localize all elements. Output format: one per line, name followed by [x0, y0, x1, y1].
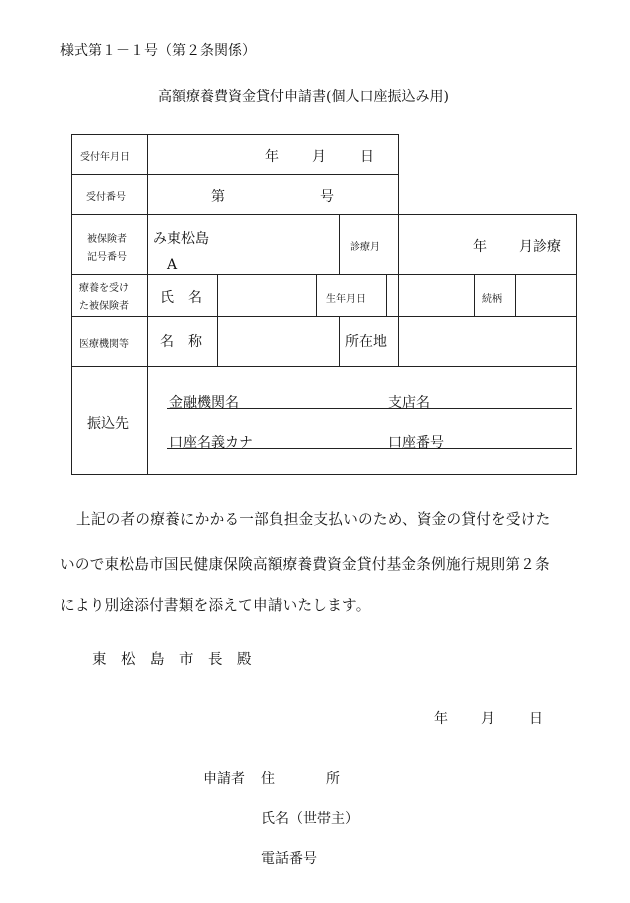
document-title: 高額療養費資金貸付申請書(個人口座振込み用)	[158, 89, 449, 105]
received-date-day: 日	[360, 149, 374, 165]
account-kana-label: 口座名義カナ	[169, 435, 253, 451]
receipt-number-label: 受付番号	[86, 192, 126, 203]
patient-label-2: た被保険者	[79, 301, 129, 312]
address-label-1: 住	[261, 771, 275, 787]
phone-number-label: 電話番号	[261, 851, 317, 867]
address-label-2: 所	[326, 771, 340, 787]
receipt-number-suffix: 号	[320, 189, 334, 205]
received-date-month: 月	[312, 149, 326, 165]
branch-label: 支店名	[388, 395, 430, 411]
treatment-month-year: 年	[473, 239, 487, 255]
insured-symbol-label-2: 記号番号	[87, 252, 127, 263]
location-label: 所在地	[345, 334, 387, 350]
applicant-name-label: 氏名（世帯主）	[261, 811, 359, 827]
treatment-month-suffix: 月診療	[519, 239, 561, 255]
patient-name-label: 氏 名	[160, 290, 202, 306]
received-date-label: 受付年月日	[80, 152, 130, 163]
body-line-1: 上記の者の療養にかかる一部負担金支払いのため、資金の貸付を受けた	[76, 511, 551, 528]
institution-name-label: 名 称	[160, 334, 202, 350]
transfer-label: 振込先	[87, 416, 129, 432]
body-line-3: により別途添付書類を添えて申請いたします。	[60, 597, 371, 614]
application-date-day: 日	[529, 711, 543, 727]
addressee: 東 松 島 市 長 殿	[92, 652, 252, 668]
application-date-year: 年	[434, 711, 448, 727]
medical-institution-label: 医療機関等	[79, 339, 129, 350]
applicant-label: 申請者	[203, 771, 245, 787]
treatment-month-label: 診療月	[350, 242, 380, 253]
relationship-label: 続柄	[482, 294, 502, 305]
received-date-year: 年	[265, 149, 279, 165]
body-line-2: いので東松島市国民健康保険高額療養費資金貸付基金条例施行規則第２条	[60, 556, 550, 573]
bank-name-label: 金融機関名	[169, 395, 239, 411]
patient-label-1: 療養を受け	[79, 283, 129, 294]
account-number-label: 口座番号	[388, 435, 444, 451]
insured-symbol-label-1: 被保険者	[87, 234, 127, 245]
birthdate-label: 生年月日	[326, 294, 366, 305]
application-date-month: 月	[481, 711, 495, 727]
insured-symbol-letter: A	[167, 257, 178, 273]
form-number: 様式第１－１号（第２条関係）	[60, 43, 256, 59]
receipt-number-prefix: 第	[211, 189, 225, 205]
insured-symbol-value: み東松島	[153, 231, 209, 247]
